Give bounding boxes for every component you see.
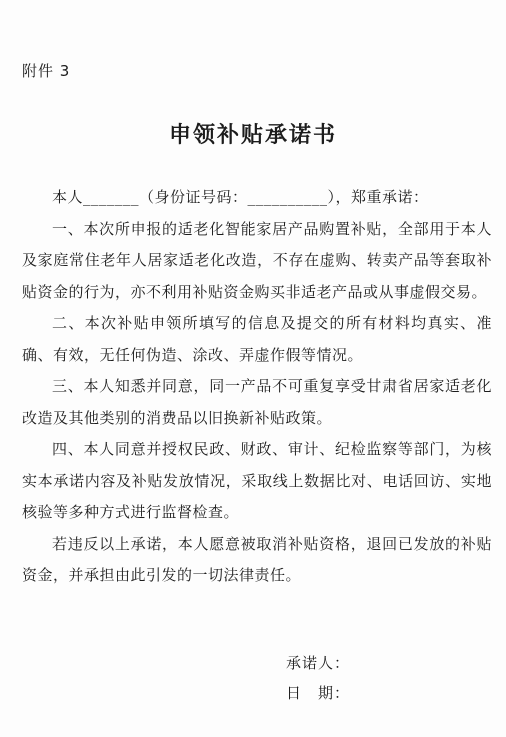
clause-1: 一、本次所申报的适老化智能家居产品购置补贴，全部用于本人及家庭常住老年人居家适老化改造，不存在虚购、转卖产品等套取补贴资金的行为，亦不利用补贴资金购买非适老产品或从事虚假交易。 (22, 219, 492, 301)
closing-statement: 若违反以上承诺，本人愿意被取消补贴资格，退回已发放的补贴资金，并承担由此引发的一切法律责任。 (22, 534, 492, 584)
promisor-label: 承诺人： (286, 654, 351, 672)
date-label: 日 期： (286, 684, 351, 702)
attachment-label: 附件 3 (22, 62, 71, 80)
document-body (22, 182, 492, 592)
clause-4: 四、本人同意并授权民政、财政、审计、纪检监察等部门，为核实本承诺内容及补贴发放情况，采取线上数据比对、电话回访、实地核验等多种方式进行监督检查。 (22, 440, 492, 521)
clause-2: 二、本次补贴申领所填写的信息及提交的所有材料均真实、准确、有效，无任何伪造、涂改、弄虚作假等情况。 (22, 314, 492, 364)
opening-statement: 本人_______（身份证号码：__________），郑重承诺： (52, 188, 429, 206)
document-title: 申领补贴承诺书 (168, 122, 337, 148)
clause-3: 三、本人知悉并同意，同一产品不可重复享受甘肃省居家适老化改造及其他类别的消费品以旧换新补贴政策。 (22, 377, 492, 427)
